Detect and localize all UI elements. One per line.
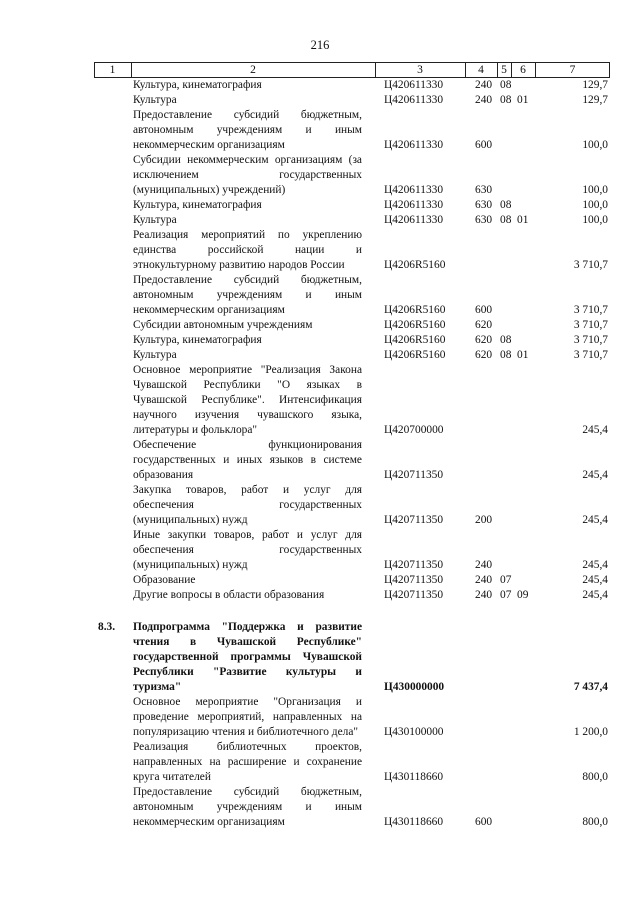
table-row bbox=[0, 573, 640, 588]
table-row bbox=[0, 228, 640, 273]
table-row bbox=[0, 108, 640, 153]
row-value: 3 710,7 bbox=[573, 304, 608, 316]
row-col-5: 08 bbox=[500, 334, 512, 346]
row-code: Ц4206R5160 bbox=[384, 259, 446, 271]
table-row bbox=[0, 153, 640, 198]
row-name: Реализация библиотечных проектов, направленных на расширение и сохранение круга читателей bbox=[133, 741, 362, 783]
row-col-5: 08 bbox=[500, 94, 512, 106]
row-code: Ц420611330 bbox=[384, 94, 444, 106]
row-name: Культура bbox=[133, 214, 177, 226]
table-row bbox=[0, 198, 640, 213]
row-col-5: 07 bbox=[500, 574, 512, 586]
row-name: Субсидии некоммерческим организациям (за исключением государственных (муниципальных) учреждений) bbox=[133, 154, 362, 196]
row-col-6: 09 bbox=[517, 589, 529, 601]
row-col-4: 240 bbox=[475, 94, 493, 106]
row-code: Ц420711350 bbox=[384, 589, 444, 601]
row-code: Ц420711350 bbox=[384, 559, 444, 571]
table-row bbox=[0, 318, 640, 333]
row-value: 100,0 bbox=[582, 214, 608, 226]
row-name: Подпрограмма "Поддержка и развитие чтения в Чувашской Республике" государственной программы Чувашской Республики "Развитие культуры и туризма" bbox=[133, 621, 362, 693]
row-code: Ц4206R5160 bbox=[384, 304, 446, 316]
row-value: 245,4 bbox=[582, 469, 608, 481]
row-name: Культура bbox=[133, 349, 177, 361]
row-value: 100,0 bbox=[582, 184, 608, 196]
row-col-4: 620 bbox=[475, 349, 493, 361]
table-row bbox=[0, 588, 640, 603]
row-col-5: 08 bbox=[500, 349, 512, 361]
row-number: 8.3. bbox=[98, 621, 116, 633]
row-col-4: 630 bbox=[475, 199, 493, 211]
table-row bbox=[0, 695, 640, 740]
row-col-4: 630 bbox=[475, 184, 493, 196]
row-col-5: 08 bbox=[500, 79, 512, 91]
row-name: Обеспечение функционирования государственных и иных языков в системе образования bbox=[133, 439, 362, 481]
row-name: Реализация мероприятий по укреплению единства российской нации и этнокультурному развитию народов России bbox=[133, 229, 362, 271]
row-name: Иные закупки товаров, работ и услуг для обеспечения государственных (муниципальных) нужд bbox=[133, 529, 362, 571]
row-code: Ц430118660 bbox=[384, 771, 444, 783]
row-name: Другие вопросы в области образования bbox=[133, 589, 325, 601]
row-code: Ц4206R5160 bbox=[384, 349, 446, 361]
row-name: Предоставление субсидий бюджетным, автономным учреждениям и иным некоммерческим организациям bbox=[133, 786, 362, 828]
row-col-4: 240 bbox=[475, 589, 493, 601]
row-value: 245,4 bbox=[582, 574, 608, 586]
table-row bbox=[0, 273, 640, 318]
row-col-4: 240 bbox=[475, 559, 493, 571]
row-code: Ц430000000 bbox=[384, 681, 445, 693]
row-col-5: 08 bbox=[500, 199, 512, 211]
table-row bbox=[0, 483, 640, 528]
row-value: 3 710,7 bbox=[573, 319, 608, 331]
row-name: Культура, кинематография bbox=[133, 334, 262, 346]
table-row bbox=[0, 620, 640, 695]
row-name: Закупка товаров, работ и услуг для обеспечения государственных (муниципальных) нужд bbox=[133, 484, 362, 526]
row-code: Ц420711350 bbox=[384, 514, 444, 526]
row-code: Ц420611330 bbox=[384, 199, 444, 211]
row-col-4: 620 bbox=[475, 319, 493, 331]
table-row bbox=[0, 213, 640, 228]
row-value: 245,4 bbox=[582, 589, 608, 601]
row-value: 129,7 bbox=[582, 94, 608, 106]
row-value: 3 710,7 bbox=[573, 259, 608, 271]
row-col-4: 600 bbox=[475, 304, 493, 316]
row-name: Основное мероприятие "Организация и проведение мероприятий, направленных на популяризацию чтения и библиотечного дела" bbox=[133, 696, 362, 738]
table-row bbox=[0, 740, 640, 785]
table-row bbox=[0, 333, 640, 348]
row-value: 100,0 bbox=[582, 139, 608, 151]
header-col-5: 5 bbox=[501, 64, 507, 76]
row-code: Ц4206R5160 bbox=[384, 319, 446, 331]
row-code: Ц420611330 bbox=[384, 139, 444, 151]
row-value: 3 710,7 bbox=[573, 349, 608, 361]
row-name: Основное мероприятие "Реализация Закона Чувашской Республики "О языках в Чувашской Республике". Интенсификация научного изучения чувашского языка, литературы и фольклора" bbox=[133, 364, 362, 436]
header-col-6: 6 bbox=[520, 64, 526, 76]
budget-table-body bbox=[0, 78, 640, 830]
table-row bbox=[0, 348, 640, 363]
row-name: Культура bbox=[133, 94, 177, 106]
row-col-6: 01 bbox=[517, 214, 529, 226]
row-name: Культура, кинематография bbox=[133, 199, 262, 211]
header-col-1: 1 bbox=[109, 64, 116, 76]
row-value: 100,0 bbox=[582, 199, 608, 211]
header-col-3: 3 bbox=[417, 64, 423, 76]
row-value: 7 437,4 bbox=[573, 681, 608, 693]
row-code: Ц430118660 bbox=[384, 816, 444, 828]
row-name: Образование bbox=[133, 574, 196, 586]
row-code: Ц420611330 bbox=[384, 184, 444, 196]
table-row bbox=[0, 93, 640, 108]
header-col-2: 2 bbox=[250, 64, 256, 76]
row-col-4: 620 bbox=[475, 334, 493, 346]
row-code: Ц420611330 bbox=[384, 79, 444, 91]
header-col-7: 7 bbox=[569, 64, 576, 76]
row-code: Ц430100000 bbox=[384, 726, 444, 738]
row-name: Субсидии автономным учреждениям bbox=[133, 319, 313, 331]
row-code: Ц420711350 bbox=[384, 574, 444, 586]
row-name: Культура, кинематография bbox=[133, 79, 262, 91]
row-name: Предоставление субсидий бюджетным, автономным учреждениям и иным некоммерческим организациям bbox=[133, 274, 362, 316]
row-name: Предоставление субсидий бюджетным, автономным учреждениям и иным некоммерческим организациям bbox=[133, 109, 362, 151]
row-col-5: 07 bbox=[500, 589, 512, 601]
row-value: 1 200,0 bbox=[573, 726, 608, 738]
page-number: 216 bbox=[310, 38, 330, 52]
table-row bbox=[0, 438, 640, 483]
row-code: Ц420711350 bbox=[384, 469, 444, 481]
row-code: Ц4206R5160 bbox=[384, 334, 446, 346]
row-col-5: 08 bbox=[500, 214, 512, 226]
row-col-6: 01 bbox=[517, 349, 529, 361]
row-code: Ц420700000 bbox=[384, 424, 444, 436]
header-col-4: 4 bbox=[478, 64, 484, 76]
table-header bbox=[94, 62, 610, 78]
table-row bbox=[0, 363, 640, 438]
row-value: 245,4 bbox=[582, 514, 608, 526]
row-value: 3 710,7 bbox=[573, 334, 608, 346]
row-value: 245,4 bbox=[582, 559, 608, 571]
row-col-4: 200 bbox=[475, 514, 493, 526]
row-value: 800,0 bbox=[582, 816, 608, 828]
row-col-4: 240 bbox=[475, 574, 493, 586]
row-value: 800,0 bbox=[582, 771, 608, 783]
row-col-4: 240 bbox=[475, 79, 493, 91]
row-col-4: 630 bbox=[475, 214, 493, 226]
row-value: 129,7 bbox=[582, 79, 608, 91]
row-code: Ц420611330 bbox=[384, 214, 444, 226]
row-col-4: 600 bbox=[475, 139, 493, 151]
row-value: 245,4 bbox=[582, 424, 608, 436]
row-col-4: 600 bbox=[475, 816, 493, 828]
row-col-6: 01 bbox=[517, 94, 529, 106]
table-row bbox=[0, 78, 640, 93]
table-row bbox=[0, 785, 640, 830]
table-row bbox=[0, 528, 640, 573]
